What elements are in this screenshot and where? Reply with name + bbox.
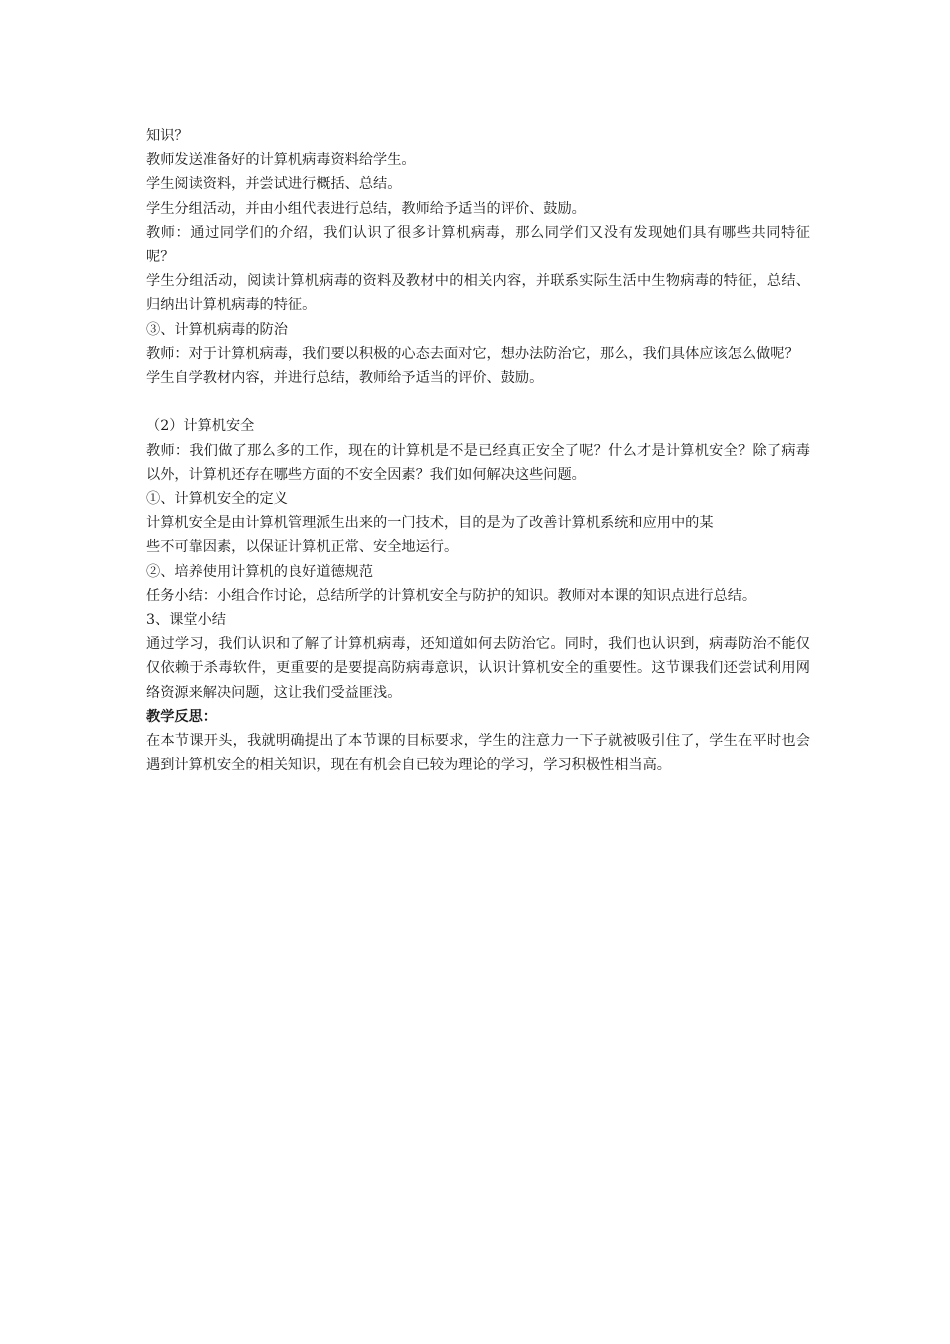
heading-moral-norms: ②、培养使用计算机的良好道德规范 — [146, 563, 374, 580]
heading-class-summary: 3、课堂小结 — [146, 612, 226, 629]
heading-computer-security: （2）计算机安全 — [146, 418, 255, 435]
heading-teaching-reflection: 教学反思： — [146, 708, 217, 725]
paragraph-group-activity: 学生分组活动，并由小组代表进行总结，教师给予适当的评价、鼓励。 — [146, 200, 586, 217]
blank-line — [146, 390, 810, 414]
paragraph-task-summary: 任务小结：小组合作讨论，总结所学的计算机安全与防护的知识。教师对本课的知识点进行总结。 — [146, 587, 757, 604]
paragraph-teacher-common-features: 教师：通过同学们的介绍，我们认识了很多计算机病毒，那么同学们又没有发现她们具有哪些共同特征呢？ — [146, 224, 810, 266]
paragraph-security-definition-1: 计算机安全是由计算机管理派生出来的一门技术，目的是为了改善计算机系统和应用中的某 — [146, 515, 714, 532]
paragraph-teaching-reflection: 在本节课开头，我就明确提出了本节课的目标要求，学生的注意力一下子就被吸引住了，学生在平时也会遇到计算机安全的相关知识，现在有机会自已较为理论的学习，学习积极性相当高。 — [146, 733, 810, 774]
paragraph-virus-features: 学生分组活动，阅读计算机病毒的资料及教材中的相关内容，并联系实际生活中生物病毒的特征，总结、归纳出计算机病毒的特征。 — [146, 273, 810, 314]
paragraph-class-summary: 通过学习，我们认识和了解了计算机病毒，还知道如何去防治它。同时，我们也认识到，病毒防治不能仅仅依赖于杀毒软件，更重要的是要提高防病毒意识，认识计算机安全的重要性。这节课我们还尝试利用网络资源来解决问题，这让我们受益匪浅。 — [146, 636, 810, 701]
paragraph-teacher-send-materials: 教师发送准备好的计算机病毒资料给学生。 — [146, 152, 416, 169]
paragraph-security-definition-2: 些不可靠因素，以保证计算机正常、安全地运行。 — [146, 539, 459, 556]
paragraph-teacher-prevention: 教师：对于计算机病毒，我们要以积极的心态去面对它，想办法防治它，那么，我们具体应该怎么做呢？ — [146, 345, 799, 362]
heading-virus-prevention: ③、计算机病毒的防治 — [146, 321, 288, 338]
paragraph-teacher-security-question: 教师：我们做了那么多的工作，现在的计算机是不是已经真正安全了呢？什么才是计算机安全？除了病毒以外，计算机还存在哪些方面的不安全因素？我们如何解决这些问题。 — [146, 442, 810, 483]
paragraph-students-read: 学生阅读资料，并尝试进行概括、总结。 — [146, 176, 402, 193]
heading-security-definition: ①、计算机安全的定义 — [146, 491, 288, 508]
paragraph-self-study: 学生自学教材内容，并进行总结，教师给予适当的评价、鼓励。 — [146, 370, 544, 387]
paragraph-knowledge-question: 知识？ — [146, 128, 189, 144]
document-body — [146, 124, 810, 777]
